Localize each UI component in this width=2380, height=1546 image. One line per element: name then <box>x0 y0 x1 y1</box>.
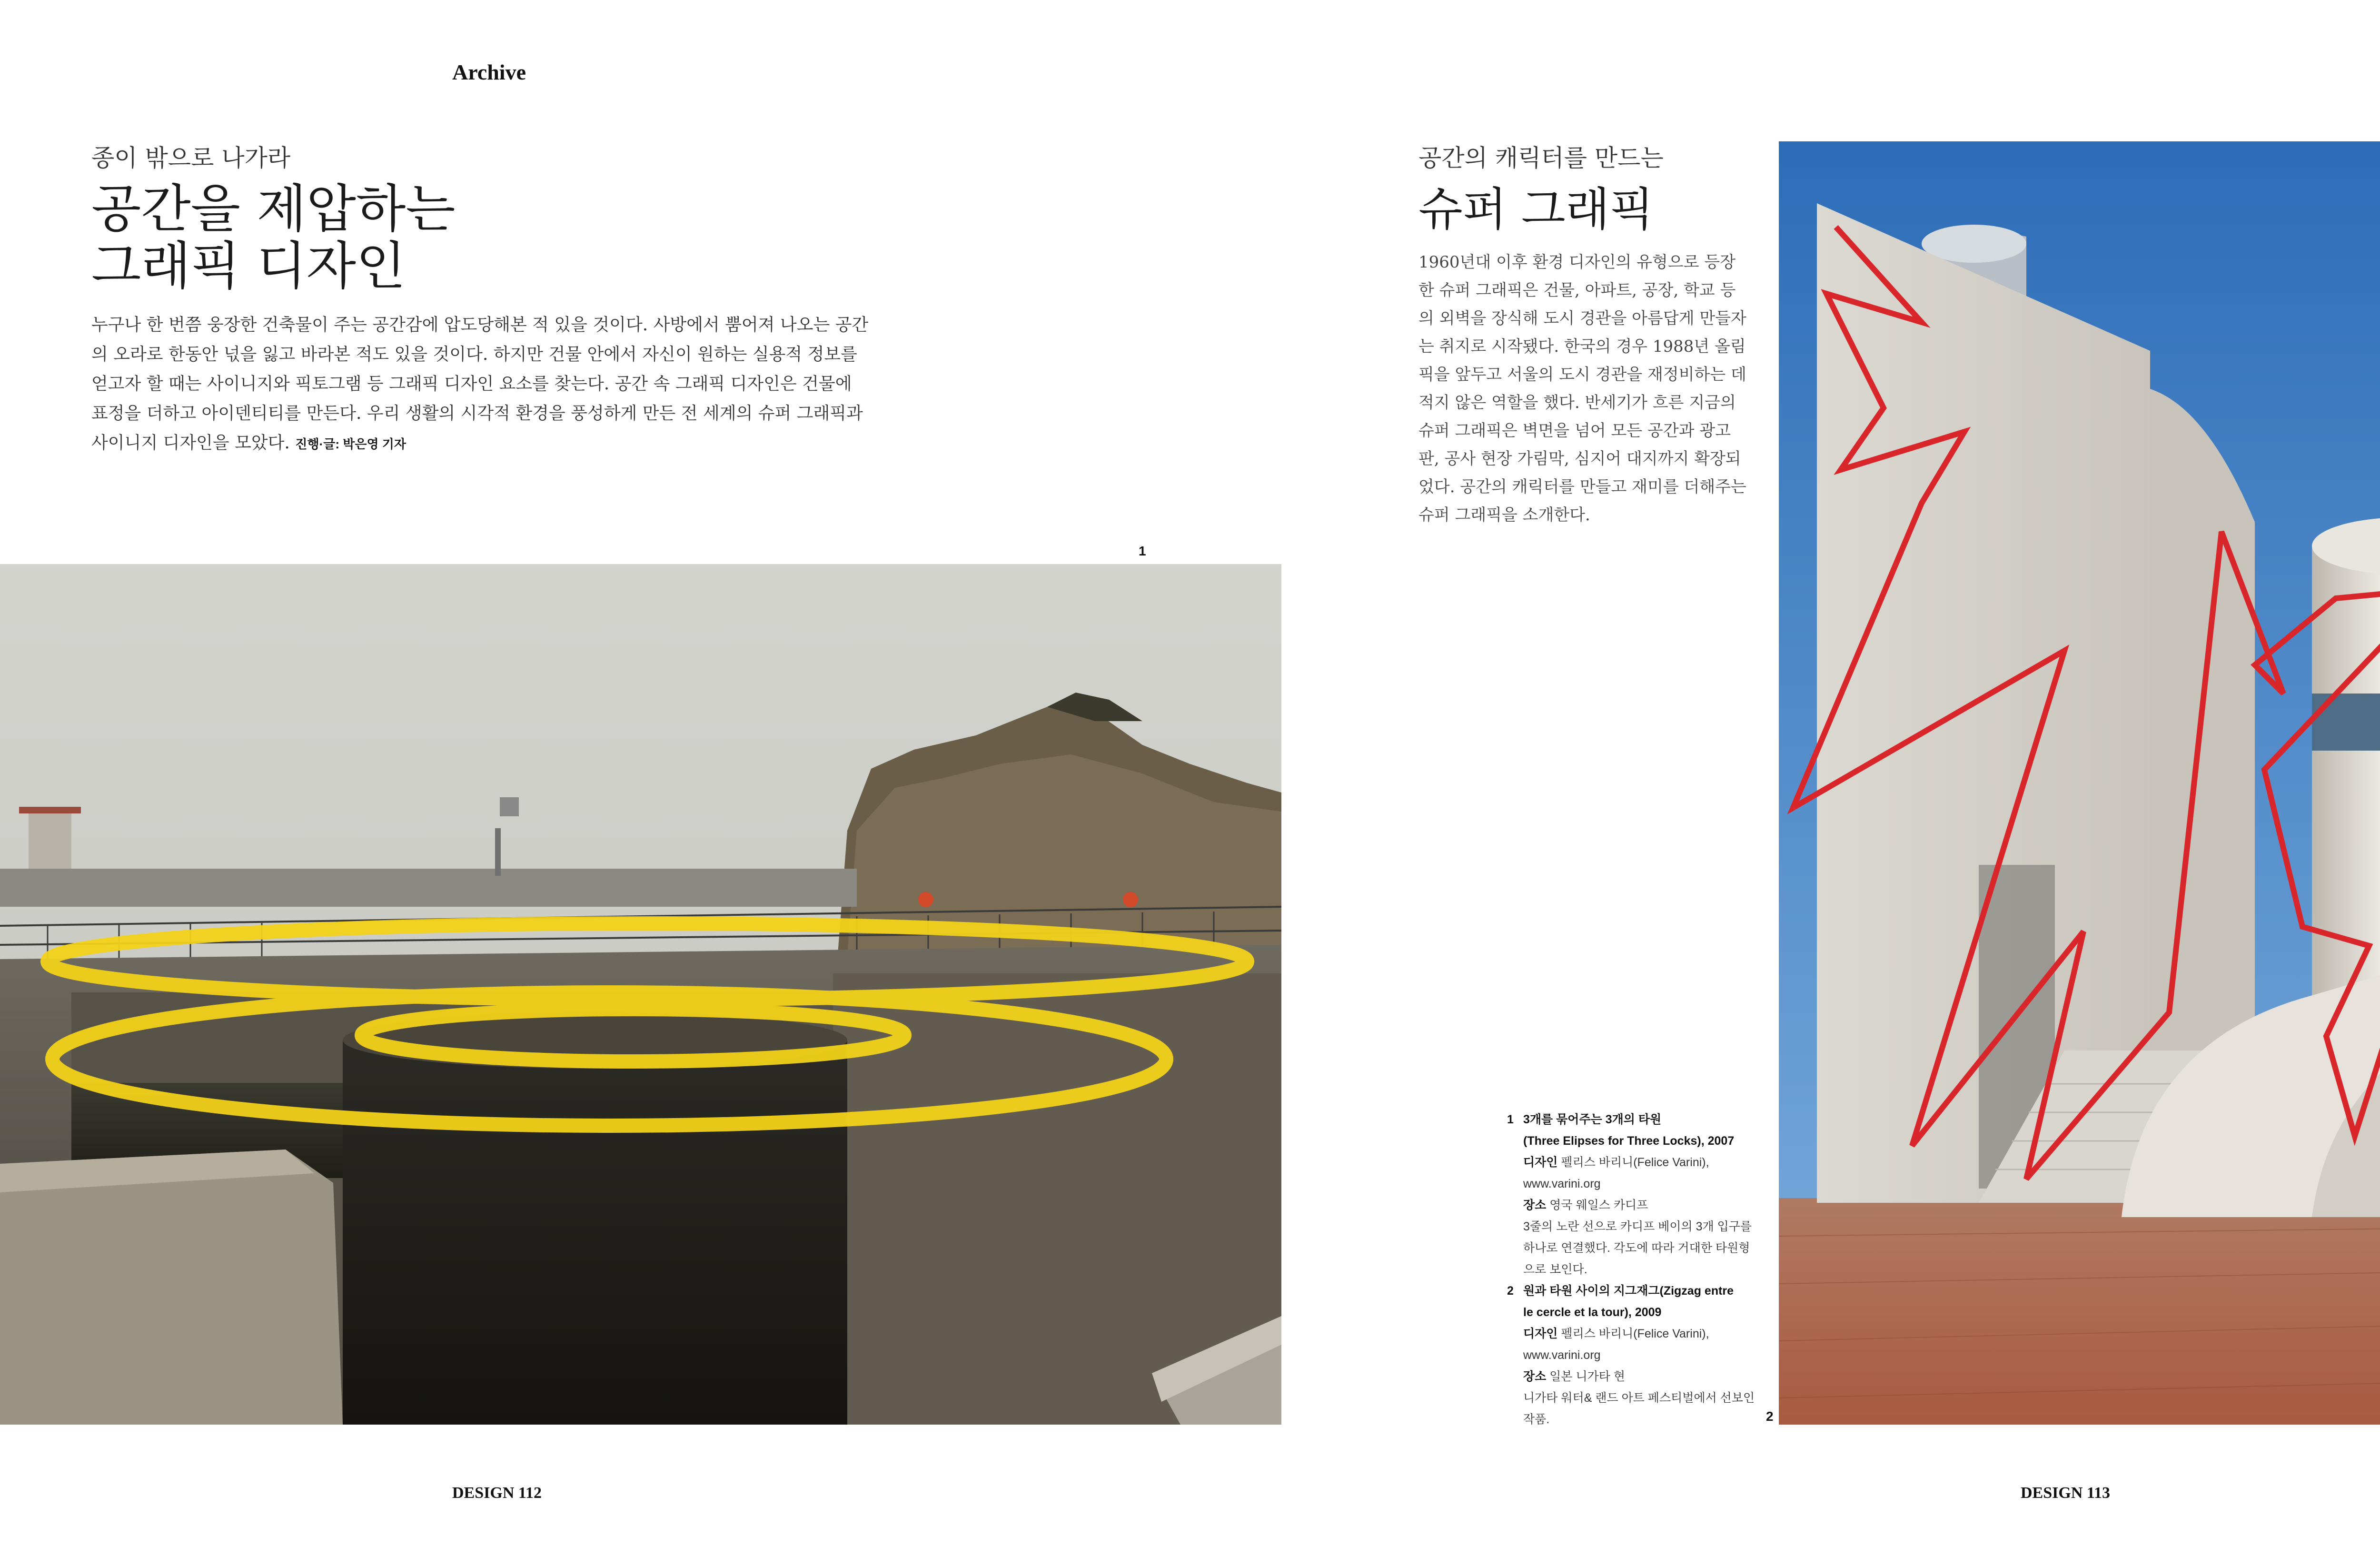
folio-right: DESIGN 113 <box>2021 1484 2110 1502</box>
left-lead <box>91 310 872 459</box>
right-kicker: 공간의 캐릭터를 만드는 <box>1418 144 1664 172</box>
caption-1-original-title: (Three Elipses for Three Locks), 2007 <box>1523 1134 1735 1148</box>
caption-1-number: 1 <box>1507 1113 1514 1126</box>
caption-2-place-value: 일본 니가타 현 <box>1549 1370 1626 1383</box>
section-label: Archive <box>452 60 526 84</box>
caption-2-original-title: le cercle et la tour), 2009 <box>1523 1306 1662 1319</box>
caption-1-designer-value: 펠리스 바리니(Felice Varini), <box>1561 1156 1709 1169</box>
photo-three-ellipses <box>0 564 1281 1425</box>
captions <box>1509 1109 1756 1430</box>
lead-credit: 진행·글: 박은영 기자 <box>295 437 407 451</box>
caption-2-designer <box>1523 1323 1756 1345</box>
caption-1-place <box>1523 1195 1756 1216</box>
right-title: 슈퍼 그래픽 <box>1418 183 1654 236</box>
caption-2-number: 2 <box>1507 1284 1514 1298</box>
right-body: 1960년대 이후 환경 디자인의 유형으로 등장한 슈퍼 그래픽은 건물, 아파트, 공장, 학교 등의 외벽을 장식해 도시 경관을 아름답게 만들자는 취지로 시작됐다. 한국의 경우 1988년 올림픽을 앞두고 서울의 도시 경관을 재정비하는 데 적지 않은 역할을 했다. 반세기가 흐른 지금의 슈퍼 그래픽은 벽면을 넘어 모든 공간과 광고판, 공사 현장 가림막, 심지어 대지까지 확장되었다. 공간의 캐릭터를 만들고 재미를 더해주는 슈퍼 그래픽을 소개한다. <box>1418 253 1746 525</box>
caption-2-place <box>1523 1366 1756 1387</box>
caption-1-designer <box>1523 1152 1756 1173</box>
caption-2-url: www.varini.org <box>1523 1348 1601 1362</box>
caption-1-title: 3개를 묶어주는 3개의 타원 <box>1523 1113 1662 1126</box>
caption-2-description: 니가타 워터& 랜드 아트 페스티벌에서 선보인 작품. <box>1523 1391 1755 1426</box>
photo-three-ellipses-art <box>0 564 1281 1425</box>
caption-1 <box>1509 1109 1756 1280</box>
left-title-line1: 공간을 제압하는 <box>91 179 456 239</box>
folio-left: DESIGN 112 <box>452 1484 542 1502</box>
caption-2 <box>1509 1280 1756 1430</box>
caption-1-place-value: 영국 웨일스 카디프 <box>1549 1199 1648 1212</box>
caption-1-url: www.varini.org <box>1523 1177 1601 1190</box>
caption-2-designer-label: 디자인 <box>1523 1327 1558 1340</box>
photo-zigzag-building-art <box>1779 141 2380 1425</box>
left-kicker: 종이 밖으로 나가라 <box>91 144 291 172</box>
figure-2-number: 2 <box>1766 1409 1774 1424</box>
caption-2-title: 원과 타원 사이의 지그재그(Zigzag entre <box>1523 1284 1734 1298</box>
lead-text: 누구나 한 번쯤 웅장한 건축물이 주는 공간감에 압도당해본 적 있을 것이다. 사방에서 뿜어져 나오는 공간의 오라로 한동안 넋을 잃고 바라본 적도 있을 것이다. 하지만 건물 안에서 자신이 원하는 실용적 정보를 얻고자 할 때는 사이니지와 픽토그램 등 그래픽 디자인 요소를 찾는다. 공간 속 그래픽 디자인은 건물에 표정을 더하고 아이덴티티를 만든다. 우리 생활의 시각적 환경을 풍성하게 만든 전 세계의 슈퍼 그래픽과 사이니지 디자인을 모았다. <box>91 315 869 453</box>
photo-zigzag-building <box>1779 141 2380 1425</box>
caption-1-place-label: 장소 <box>1523 1199 1547 1212</box>
left-title-line2: 그래픽 디자인 <box>91 237 406 296</box>
caption-1-designer-label: 디자인 <box>1523 1156 1558 1169</box>
caption-1-description: 3줄의 노란 선으로 카디프 베이의 3개 입구를 하나로 연결했다. 각도에 따라 거대한 타원형으로 보인다. <box>1523 1220 1752 1276</box>
caption-2-designer-value: 펠리스 바리니(Felice Varini), <box>1561 1327 1709 1340</box>
left-title <box>91 181 456 295</box>
figure-1-number: 1 <box>1139 544 1146 558</box>
caption-2-place-label: 장소 <box>1523 1370 1547 1383</box>
